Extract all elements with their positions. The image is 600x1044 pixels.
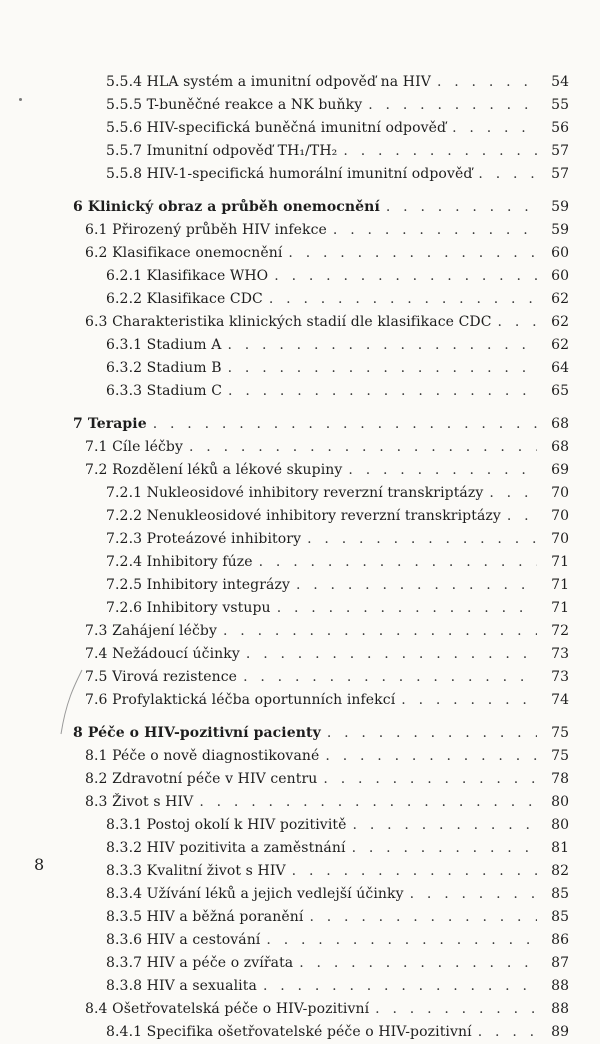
toc-page-number: 74 bbox=[551, 692, 569, 708]
toc-entry-title: 8 Péče o HIV-pozitivní pacienty bbox=[73, 725, 321, 741]
toc-entry-row bbox=[0, 643, 600, 666]
dot-leader bbox=[246, 643, 537, 666]
toc-page-number: 69 bbox=[551, 462, 569, 478]
dot-leader bbox=[375, 998, 537, 1021]
dot-leader bbox=[274, 265, 537, 288]
toc-page-number: 85 bbox=[551, 909, 569, 925]
toc-entry-title: 6.2.1 Klasifikace WHO bbox=[106, 268, 269, 284]
toc-entry-title: 7.3 Zahájení léčby bbox=[85, 623, 217, 639]
dot-leader bbox=[153, 413, 537, 436]
toc-page-number: 72 bbox=[551, 623, 569, 639]
dot-leader bbox=[266, 929, 537, 952]
toc-page-number: 70 bbox=[551, 485, 569, 501]
toc-page-number: 88 bbox=[551, 978, 569, 994]
toc-page-number: 81 bbox=[551, 840, 569, 856]
toc-entry-row bbox=[0, 1021, 600, 1044]
toc-entry-row bbox=[0, 311, 600, 334]
page-number: 8 bbox=[34, 855, 45, 874]
dot-leader bbox=[401, 689, 537, 712]
toc-entry-title: 6.3.1 Stadium A bbox=[106, 337, 222, 353]
toc-entry-title: 6.3.3 Stadium C bbox=[106, 383, 223, 399]
toc-entry-title: 7 Terapie bbox=[73, 416, 147, 432]
dot-leader bbox=[478, 1021, 537, 1044]
toc-entry-title: 8.3.7 HIV a péče o zvířata bbox=[106, 955, 294, 971]
toc-page-number: 59 bbox=[551, 222, 569, 238]
toc-entry-row bbox=[0, 906, 600, 929]
toc-entry-row bbox=[0, 745, 600, 768]
dot-leader bbox=[386, 196, 537, 219]
toc-entry-title: 7.5 Virová rezistence bbox=[85, 669, 238, 685]
toc-entry-title: 8.2 Zdravotní péče v HIV centru bbox=[85, 771, 318, 787]
toc-page-number: 71 bbox=[551, 577, 569, 593]
dot-leader bbox=[368, 94, 537, 117]
dot-leader bbox=[223, 620, 537, 643]
dot-leader bbox=[227, 334, 537, 357]
dot-leader bbox=[352, 837, 537, 860]
toc-entry-title: 6.3.2 Stadium B bbox=[106, 360, 222, 376]
toc-page-number: 71 bbox=[551, 600, 569, 616]
dot-leader bbox=[410, 883, 537, 906]
toc-entry-title: 7.2.1 Nukleosidové inhibitory reverzní transkriptázy bbox=[106, 485, 484, 501]
toc-entry-title: 5.5.7 Imunitní odpověď TH₁/TH₂ bbox=[106, 143, 338, 159]
dot-leader bbox=[199, 791, 537, 814]
dot-leader bbox=[327, 722, 537, 745]
toc-entry-title: 7.6 Profylaktická léčba oportunních infekcí bbox=[85, 692, 396, 708]
dot-leader bbox=[333, 219, 537, 242]
toc-page-number: 54 bbox=[551, 74, 569, 90]
toc-entry-row bbox=[0, 140, 600, 163]
toc-page-number: 82 bbox=[551, 863, 569, 879]
toc-entry-title: 8.3.6 HIV a cestování bbox=[106, 932, 261, 948]
toc-entry-row bbox=[0, 768, 600, 791]
toc-entry-title: 8.3.2 HIV pozitivita a zaměstnání bbox=[106, 840, 346, 856]
toc-entry-title: 6.1 Přirozený průběh HIV infekce bbox=[85, 222, 327, 238]
toc-page-number: 86 bbox=[551, 932, 569, 948]
toc-entry-title: 5.5.6 HIV-specifická buněčná imunitní odpověď bbox=[106, 120, 447, 136]
toc-entry-row bbox=[0, 975, 600, 998]
toc-entry-title: 8.1 Péče o nově diagnostikované bbox=[85, 748, 320, 764]
toc-page-number: 62 bbox=[551, 291, 569, 307]
toc-entry-row bbox=[0, 163, 600, 186]
toc-entry-row bbox=[0, 952, 600, 975]
toc-entry-title: 8.3.3 Kvalitní život s HIV bbox=[106, 863, 286, 879]
dot-leader bbox=[323, 768, 537, 791]
dot-leader bbox=[325, 745, 537, 768]
toc-page-number: 70 bbox=[551, 531, 569, 547]
toc-entry-row bbox=[0, 837, 600, 860]
toc-page-number: 89 bbox=[551, 1024, 569, 1040]
dot-leader bbox=[228, 357, 537, 380]
toc-entry-row bbox=[0, 860, 600, 883]
toc-page-number: 64 bbox=[551, 360, 569, 376]
toc-entry-row bbox=[0, 689, 600, 712]
dot-leader bbox=[452, 117, 537, 140]
dot-leader bbox=[307, 528, 537, 551]
toc-entry-title: 7.2.4 Inhibitory fúze bbox=[106, 554, 253, 570]
toc-entry-row bbox=[0, 71, 600, 94]
toc-entry-title: 6 Klinický obraz a průběh onemocnění bbox=[73, 199, 380, 215]
dot-leader bbox=[507, 505, 537, 528]
toc-page-number: 59 bbox=[551, 199, 569, 215]
toc-page-number: 57 bbox=[551, 166, 569, 182]
toc-entry-row bbox=[0, 334, 600, 357]
dot-leader bbox=[296, 574, 537, 597]
toc-page-number: 73 bbox=[551, 669, 569, 685]
toc-chapter-row bbox=[0, 413, 600, 436]
toc-entry-row bbox=[0, 505, 600, 528]
dot-leader bbox=[277, 597, 537, 620]
toc-entry-row bbox=[0, 597, 600, 620]
dot-leader bbox=[243, 666, 537, 689]
toc-entry-row bbox=[0, 459, 600, 482]
toc-entry-row bbox=[0, 242, 600, 265]
toc-entry-title: 7.4 Nežádoucí účinky bbox=[85, 646, 240, 662]
toc-entry-row bbox=[0, 883, 600, 906]
dot-leader bbox=[189, 436, 537, 459]
toc-page-number: 71 bbox=[551, 554, 569, 570]
dot-leader bbox=[263, 975, 537, 998]
toc-entry-row bbox=[0, 357, 600, 380]
toc-page-number: 75 bbox=[551, 748, 569, 764]
toc-entry-row bbox=[0, 94, 600, 117]
dot-leader bbox=[498, 311, 537, 334]
toc-entry-title: 8.3.5 HIV a běžná poranění bbox=[106, 909, 304, 925]
toc-entry-row bbox=[0, 380, 600, 403]
toc-entry-row bbox=[0, 814, 600, 837]
dot-leader bbox=[228, 380, 537, 403]
paper-speck bbox=[19, 98, 22, 101]
toc-page-number: 75 bbox=[551, 725, 569, 741]
dot-leader bbox=[309, 906, 537, 929]
toc-entry-row bbox=[0, 436, 600, 459]
toc-entry-row bbox=[0, 482, 600, 505]
toc-entry-row bbox=[0, 929, 600, 952]
toc-entry-title: 8.4.1 Specifika ošetřovatelské péče o HIV-pozitivní bbox=[106, 1024, 472, 1040]
toc-entry-title: 5.5.4 HLA systém a imunitní odpověď na HIV bbox=[106, 74, 431, 90]
toc-page-number: 80 bbox=[551, 817, 569, 833]
toc-page-number: 60 bbox=[551, 245, 569, 261]
toc-page-number: 85 bbox=[551, 886, 569, 902]
toc-entry-title: 7.2.6 Inhibitory vstupu bbox=[106, 600, 271, 616]
dot-leader bbox=[353, 814, 537, 837]
toc-entry-title: 7.2.2 Nenukleosidové inhibitory reverzní transkriptázy bbox=[106, 508, 501, 524]
dot-leader bbox=[489, 482, 537, 505]
toc-entry-title: 8.3 Život s HIV bbox=[85, 794, 194, 810]
dot-leader bbox=[343, 140, 537, 163]
toc-chapter-row bbox=[0, 196, 600, 219]
dot-leader bbox=[478, 163, 537, 186]
dot-leader bbox=[299, 952, 537, 975]
dot-leader bbox=[269, 288, 537, 311]
dot-leader bbox=[437, 71, 537, 94]
toc-page-number: 65 bbox=[551, 383, 569, 399]
toc-entry-title: 6.2.2 Klasifikace CDC bbox=[106, 291, 263, 307]
toc-entry-title: 7.2.3 Proteázové inhibitory bbox=[106, 531, 302, 547]
toc-page-number: 87 bbox=[551, 955, 569, 971]
toc-page-number: 62 bbox=[551, 314, 569, 330]
toc-entry-row bbox=[0, 620, 600, 643]
toc-page-number: 60 bbox=[551, 268, 569, 284]
toc-entry-row bbox=[0, 666, 600, 689]
toc-page-number: 73 bbox=[551, 646, 569, 662]
toc-entry-row bbox=[0, 574, 600, 597]
toc-entry-row bbox=[0, 791, 600, 814]
toc-entry-row bbox=[0, 528, 600, 551]
toc-page-number: 80 bbox=[551, 794, 569, 810]
toc-entry-row bbox=[0, 998, 600, 1021]
toc-entry-title: 6.3 Charakteristika klinických stadií dle klasifikace CDC bbox=[85, 314, 492, 330]
toc-page-number: 56 bbox=[551, 120, 569, 136]
toc-page-number: 57 bbox=[551, 143, 569, 159]
toc-page-number: 78 bbox=[551, 771, 569, 787]
toc-entry-title: 5.5.8 HIV-1-specifická humorální imunitní odpověď bbox=[106, 166, 473, 182]
table-of-contents bbox=[0, 71, 600, 1044]
dot-leader bbox=[288, 242, 537, 265]
toc-entry-title: 7.1 Cíle léčby bbox=[85, 439, 183, 455]
toc-entry-row bbox=[0, 117, 600, 140]
toc-page-number: 88 bbox=[551, 1001, 569, 1017]
dot-leader bbox=[259, 551, 537, 574]
toc-entry-title: 5.5.5 T-buněčné reakce a NK buňky bbox=[106, 97, 363, 113]
toc-entry-row bbox=[0, 265, 600, 288]
toc-entry-title: 6.2 Klasifikace onemocnění bbox=[85, 245, 283, 261]
toc-page-number: 68 bbox=[551, 416, 569, 432]
toc-page-number: 55 bbox=[551, 97, 569, 113]
toc-entry-row bbox=[0, 551, 600, 574]
toc-page-number: 62 bbox=[551, 337, 569, 353]
toc-page-number: 68 bbox=[551, 439, 569, 455]
dot-leader bbox=[292, 860, 537, 883]
toc-entry-title: 7.2 Rozdělení léků a lékové skupiny bbox=[85, 462, 343, 478]
toc-entry-title: 8.3.4 Užívání léků a jejich vedlejší účinky bbox=[106, 886, 404, 902]
dot-leader bbox=[348, 459, 537, 482]
toc-entry-title: 8.4 Ošetřovatelská péče o HIV-pozitivní bbox=[85, 1001, 370, 1017]
toc-entry-title: 8.3.1 Postoj okolí k HIV pozitivitě bbox=[106, 817, 347, 833]
toc-chapter-row bbox=[0, 722, 600, 745]
toc-entry-title: 8.3.8 HIV a sexualita bbox=[106, 978, 257, 994]
pencil-mark bbox=[58, 668, 88, 738]
toc-entry-title: 7.2.5 Inhibitory integrázy bbox=[106, 577, 290, 593]
toc-entry-row bbox=[0, 288, 600, 311]
toc-page-number: 70 bbox=[551, 508, 569, 524]
toc-entry-row bbox=[0, 219, 600, 242]
